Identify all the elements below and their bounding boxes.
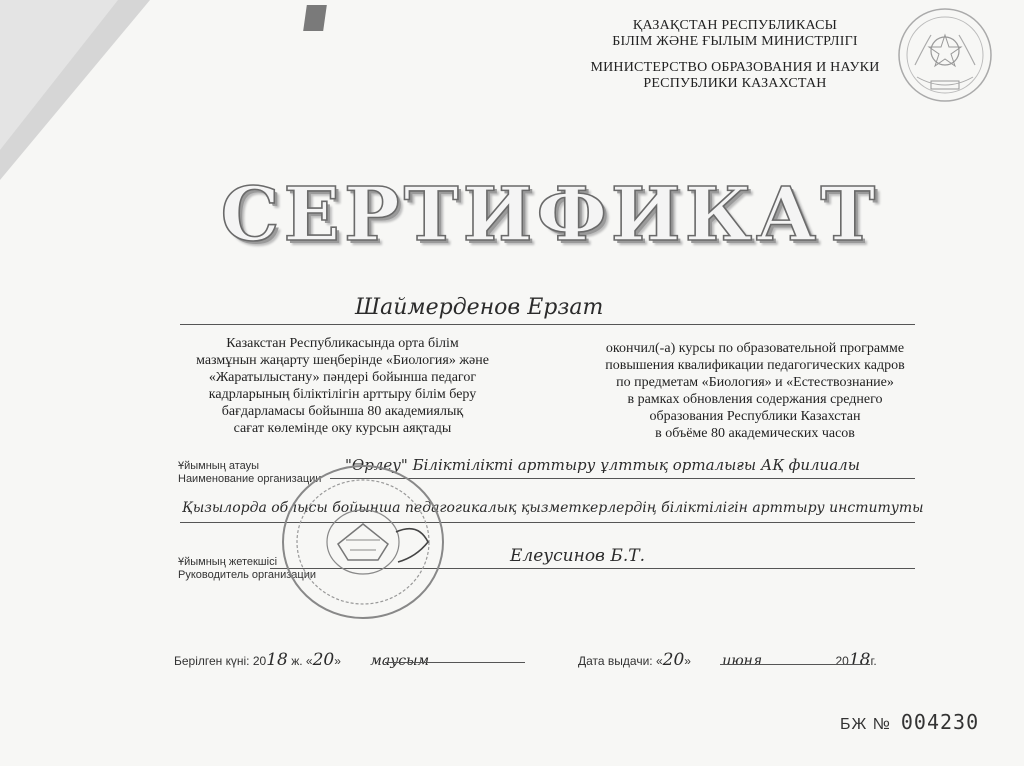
issue-date-ru-label: Дата выдачи: « <box>578 654 663 668</box>
description-ru-line: по предметам «Биология» и «Естествознание» <box>616 375 894 390</box>
description-ru-line: окончил(-а) курсы по образовательной программе <box>605 341 905 356</box>
organization-name-line1: "Өрлеу" Біліктілікті арттыру ұлттық орталығы АҚ филиалы <box>345 456 860 474</box>
state-emblem-icon <box>895 5 995 105</box>
organization-label-kz: Ұйымның атауы <box>178 460 260 472</box>
description-kz-line: Казакстан Республикасында орта білім <box>226 336 459 351</box>
description-ru-line: в объёме 80 академических часов <box>655 426 855 441</box>
organization-name-line2: Қызылорда облысы бойынша педагогикалық қызметкерлердің біліктілігін арттыру институты <box>182 500 924 516</box>
description-ru-line: образования Республики Казахстан <box>649 409 861 424</box>
description-ru-line: в рамках обновления содержания среднего <box>627 392 883 407</box>
ink-smudge <box>303 5 327 31</box>
recipient-name: Шаймерденов Ерзат <box>355 295 604 320</box>
certificate-title: СЕРТИФИКАТ <box>220 172 880 258</box>
director-label-kz: Ұйымның жетекшісі <box>178 556 278 568</box>
serial-number-value: 004230 <box>900 710 980 734</box>
serial-number <box>840 710 979 734</box>
issue-date-ru-day: 20 <box>662 650 685 670</box>
director-name: Елеусинов Б.Т. <box>510 546 645 566</box>
issue-date-ru-year-prefix: 20 <box>835 654 849 668</box>
description-kz-line: «Жаратылыстану» пәндері бойынша педагог <box>208 370 477 385</box>
issue-date-kz-day-suffix: » <box>334 654 341 668</box>
issue-date-ru-year-suffix: г. <box>870 654 877 668</box>
issue-date-kz-year-suffix: ж. « <box>291 654 313 668</box>
ministry-kz-line1: ҚАЗАҚСТАН РЕСПУБЛИКАСЫ <box>632 18 838 33</box>
issue-date-ru-month: июня <box>722 653 763 669</box>
director-label-ru: Руководитель организации <box>178 569 317 581</box>
ministry-ru-line1: МИНИСТЕРСТВО ОБРАЗОВАНИЯ И НАУКИ <box>590 60 880 75</box>
ministry-header-kz <box>580 18 890 50</box>
serial-prefix: БЖ № <box>840 716 891 733</box>
issue-date-kz-label: Берілген күні: 20 <box>174 654 267 668</box>
paper-shadow-inner <box>0 0 118 150</box>
organization-label-ru: Наименование организации <box>178 473 322 485</box>
ministry-ru-line2: РЕСПУБЛИКИ КАЗАХСТАН <box>643 76 827 91</box>
issue-date-kz-month: маусым <box>370 653 430 669</box>
description-kz-line: сағат көлемінде оку курсын аяқтады <box>233 421 452 436</box>
issue-date-ru-year: 18 <box>848 650 871 670</box>
issue-date-kz-underline <box>385 662 525 663</box>
description-kz-line: мазмұнын жаңарту шеңберінде «Биология» және <box>196 353 489 368</box>
issue-date-ru <box>578 650 877 670</box>
issue-date-kz-day: 20 <box>312 650 335 670</box>
description-kz-line: бағдарламасы бойынша 80 академиялық <box>221 404 464 419</box>
ministry-kz-line2: БІЛІМ ЖӘНЕ ҒЫЛЫМ МИНИСТРЛІГІ <box>612 34 858 49</box>
issue-date-ru-day-suffix: » <box>684 654 691 668</box>
description-kz <box>175 335 510 437</box>
issue-date-kz <box>174 650 429 670</box>
description-ru <box>560 340 950 442</box>
recipient-name-underline <box>180 324 915 325</box>
ministry-header-ru <box>580 60 890 92</box>
issue-date-kz-year: 18 <box>266 650 288 670</box>
official-seal-stamp <box>278 462 448 622</box>
description-kz-line: кадрларының біліктілігін арттыру білім беру <box>208 387 477 402</box>
description-ru-line: повышения квалификации педагогических кадров <box>605 358 905 373</box>
issue-date-ru-underline <box>720 664 870 665</box>
